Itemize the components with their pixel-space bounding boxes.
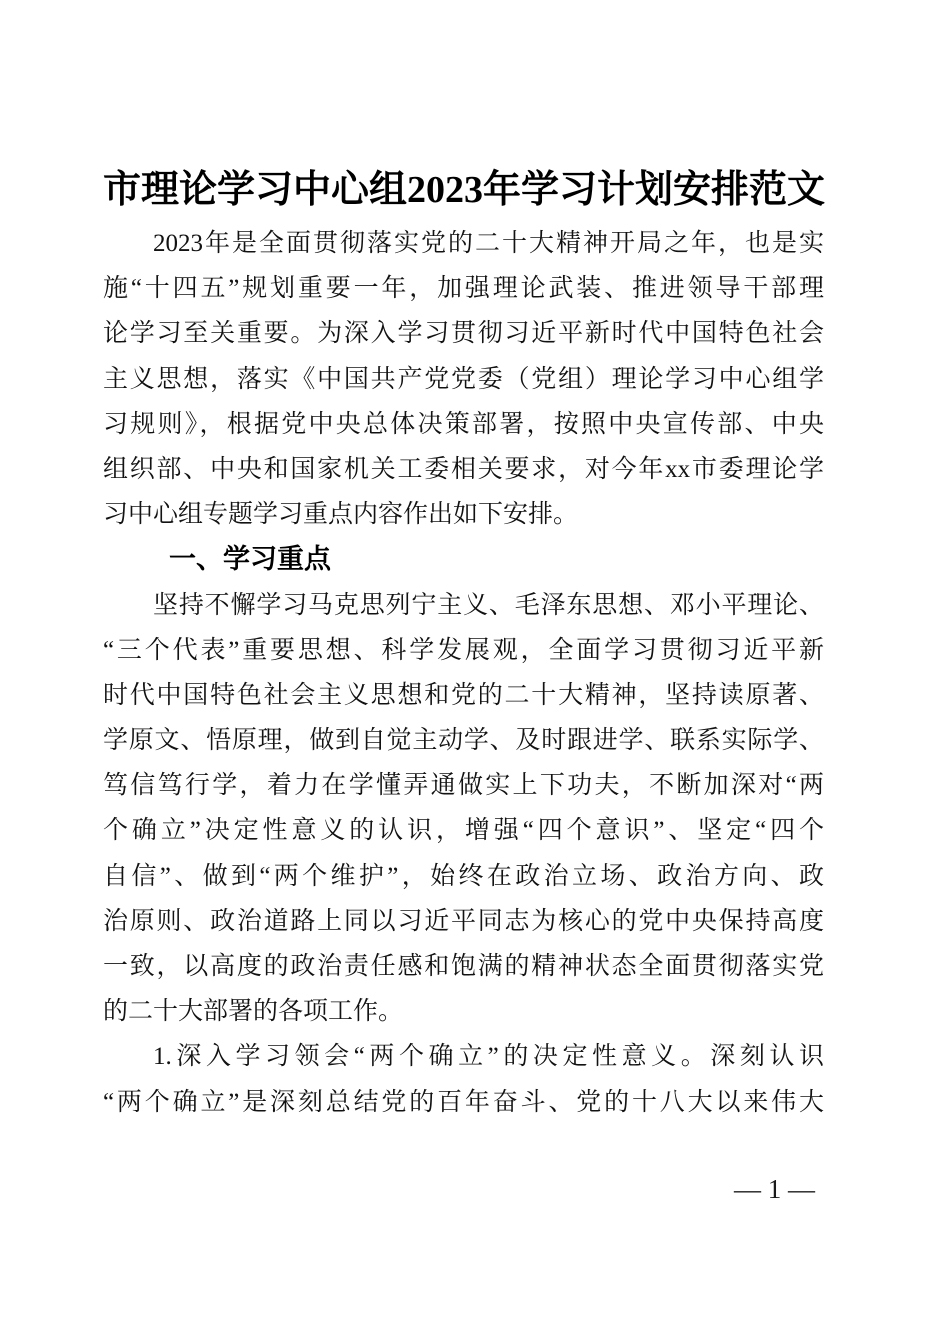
text-line: 组织部、中央和国家机关工委相关要求，对今年xx市委理论学 — [103, 455, 824, 483]
text-line: 论学习至关重要。为深入学习贯彻习近平新时代中国特色社会 — [103, 320, 824, 348]
document-text-block — [103, 0, 824, 1204]
text-line: 治原则、政治道路上同以习近平同志为核心的党中央保持高度 — [103, 907, 824, 935]
text-line: 自信”、做到“两个维护”，始终在政治立场、政治方向、政 — [103, 862, 824, 890]
text-line: 学原文、悟原理，做到自觉主动学、及时跟进学、联系实际学、 — [103, 727, 824, 755]
text-line: 的二十大部署的各项工作。 — [103, 998, 404, 1026]
page-number: — 1 — — [734, 1173, 815, 1204]
text-line: 一致，以高度的政治责任感和饱满的精神状态全面贯彻落实党 — [103, 953, 824, 980]
text-line: 时代中国特色社会主义思想和党的二十大精神，坚持读原著、 — [103, 681, 824, 709]
section-paragraph — [103, 583, 824, 1035]
document-title: 市理论学习中心组2023年学习计划安排范文 — [103, 169, 826, 211]
section-paragraph — [103, 1034, 824, 1124]
text-line: 主义思想，落实《中国共产党党委（党组）理论学习中心组学 — [103, 365, 824, 393]
text-line: 笃信笃行学，着力在学懂弄通做实上下功夫，不断加深对“两 — [103, 772, 824, 800]
section-heading: 一、学习重点 — [169, 544, 331, 575]
text-line: 施“十四五”规划重要一年，加强理论武装、推进领导干部理 — [103, 275, 824, 303]
text-line: 习规则》，根据党中央总体决策部署，按照中央宣传部、中央 — [103, 410, 824, 438]
intro-paragraph — [103, 221, 824, 537]
text-line: 坚持不懈学习马克思列宁主义、毛泽东思想、邓小平理论、 — [153, 591, 824, 619]
text-line: 2023年是全面贯彻落实党的二十大精神开局之年，也是实 — [153, 230, 824, 257]
text-line: 个确立”决定性意义的认识，增强“四个意识”、坚定“四个 — [103, 817, 824, 845]
text-line: “两个确立”是深刻总结党的百年奋斗、党的十八大以来伟大 — [103, 1088, 824, 1116]
text-line: 1.深入学习领会“两个确立”的决定性意义。深刻认识 — [153, 1043, 824, 1071]
text-line: 习中心组专题学习重点内容作出如下安排。 — [103, 501, 579, 529]
text-line: “三个代表”重要思想、科学发展观，全面学习贯彻习近平新 — [103, 636, 824, 664]
